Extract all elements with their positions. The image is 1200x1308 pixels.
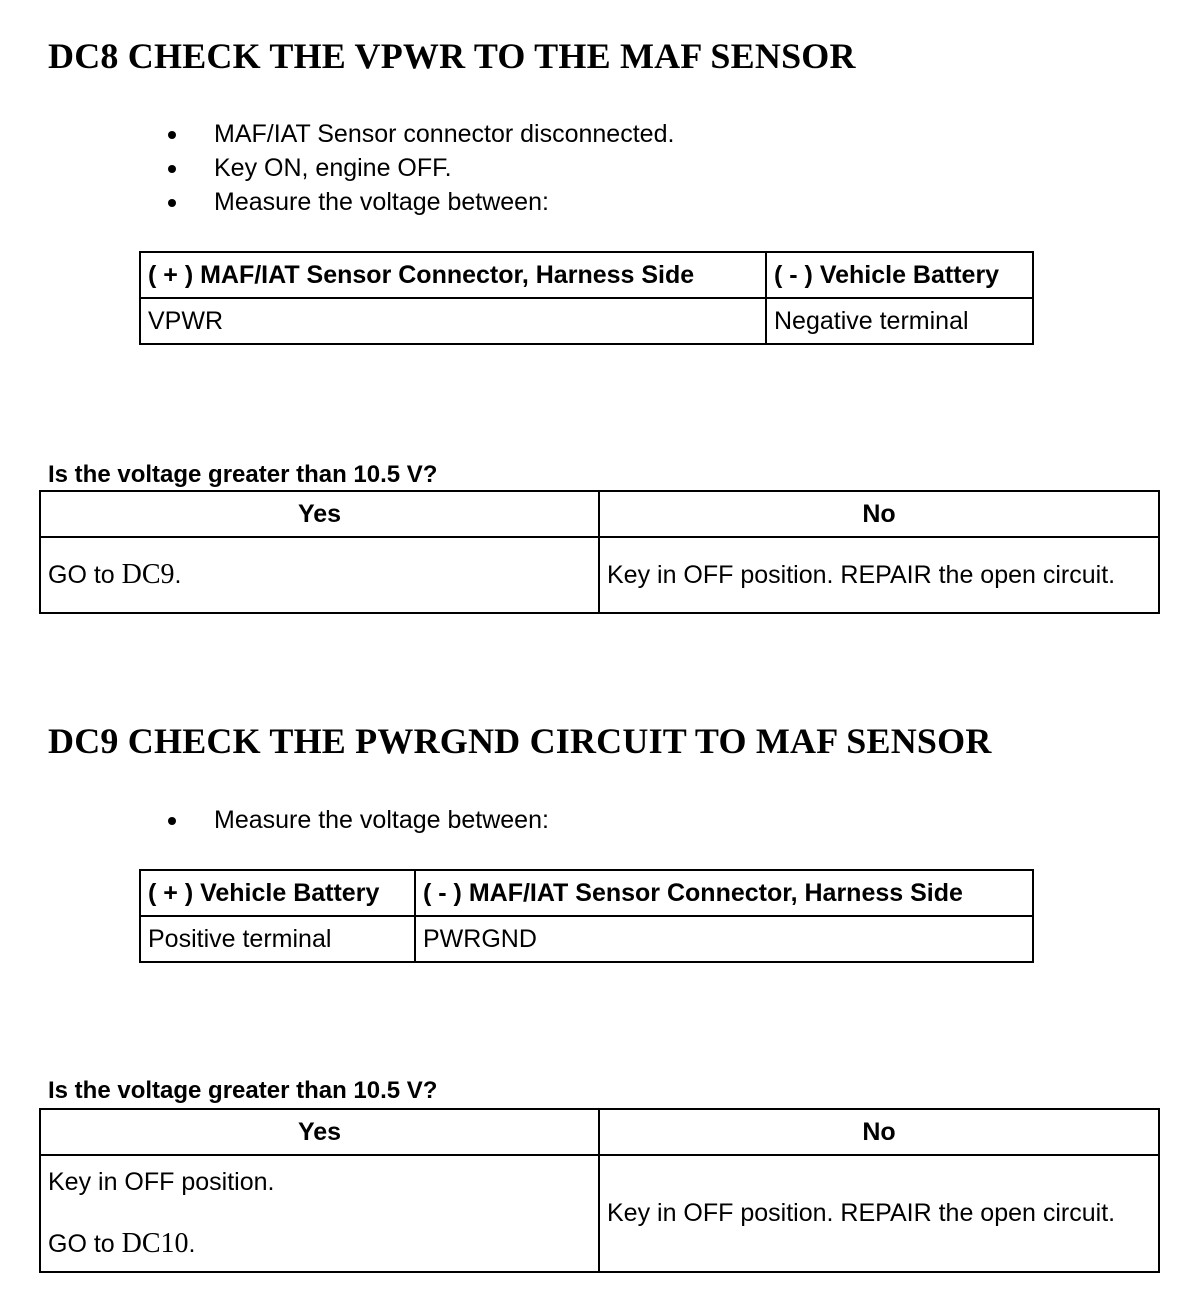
dc9-result-table — [39, 1108, 1160, 1273]
goto-suffix: . — [174, 561, 182, 589]
measure-header-positive: ( + ) Vehicle Battery — [140, 870, 415, 916]
yes-cell — [40, 537, 599, 613]
dc9-question: Is the voltage greater than 10.5 V? — [48, 1077, 438, 1104]
no-header: No — [599, 491, 1159, 537]
goto-dc9-link[interactable]: DC9 — [121, 559, 175, 590]
goto-prefix: GO to — [48, 561, 115, 589]
bullet-icon — [168, 817, 176, 825]
bullet-text: Measure the voltage between: — [214, 806, 549, 834]
dc8-question: Is the voltage greater than 10.5 V? — [48, 461, 438, 488]
measure-header-negative: ( - ) Vehicle Battery — [766, 252, 1033, 298]
bullet-text: Measure the voltage between: — [214, 188, 549, 216]
measure-header-negative: ( - ) MAF/IAT Sensor Connector, Harness Side — [415, 870, 1033, 916]
measure-cell-negative: PWRGND — [415, 916, 1033, 962]
measure-cell-positive: VPWR — [140, 298, 766, 344]
no-header: No — [599, 1109, 1159, 1155]
bullet-item — [160, 185, 674, 219]
bullet-text: MAF/IAT Sensor connector disconnected. — [214, 120, 675, 148]
goto-dc10-link[interactable]: DC10 — [121, 1228, 189, 1259]
yes-line-1: Key in OFF position. — [48, 1168, 275, 1196]
dc8-measurement-table — [139, 251, 1034, 345]
bullet-text: Key ON, engine OFF. — [214, 154, 452, 182]
dc8-title: DC8 CHECK THE VPWR TO THE MAF SENSOR — [48, 36, 856, 76]
dc8-result-table — [39, 490, 1160, 614]
dc9-bullet-list — [160, 803, 549, 837]
bullet-item — [160, 117, 674, 151]
goto-prefix: GO to — [48, 1230, 115, 1258]
dc8-bullet-list — [160, 117, 674, 219]
dc9-title: DC9 CHECK THE PWRGND CIRCUIT TO MAF SENSOR — [48, 721, 992, 761]
measure-header-positive: ( + ) MAF/IAT Sensor Connector, Harness Side — [140, 252, 766, 298]
yes-header: Yes — [40, 491, 599, 537]
goto-suffix: . — [188, 1230, 196, 1258]
dc9-measurement-table — [139, 869, 1034, 963]
bullet-icon — [168, 131, 176, 139]
bullet-icon — [168, 199, 176, 207]
yes-header: Yes — [40, 1109, 599, 1155]
bullet-icon — [168, 165, 176, 173]
measure-cell-positive: Positive terminal — [140, 916, 415, 962]
no-cell: Key in OFF position. REPAIR the open circuit. — [599, 1155, 1159, 1272]
no-cell: Key in OFF position. REPAIR the open circuit. — [599, 537, 1159, 613]
bullet-item — [160, 151, 674, 185]
measure-cell-negative: Negative terminal — [766, 298, 1033, 344]
bullet-item — [160, 803, 549, 837]
yes-cell — [40, 1155, 599, 1272]
